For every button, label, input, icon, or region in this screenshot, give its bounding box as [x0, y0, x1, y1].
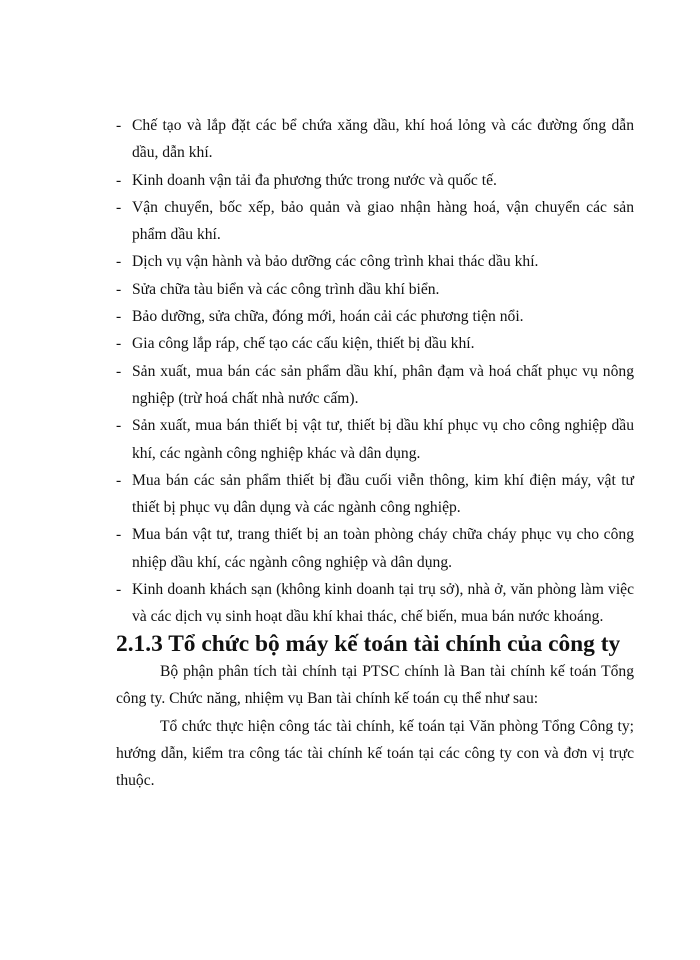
bullet-dash: - — [116, 471, 122, 489]
bullet-dash: - — [116, 117, 122, 134]
paragraph: Tổ chức thực hiện công tác tài chính, kế toán tại Văn phòng Tổng Công ty; hướng dẫn, kiểm tra công tác tài chính kế toán tại các công ty con và đơn vị trực thuộc. — [116, 717, 634, 790]
list-item-text: Chế tạo và lắp đặt các bể chứa xăng dầu, khí hoá lỏng và các đường ống dẫn dầu, dẫn khí. — [132, 117, 634, 162]
list-item-text: Kinh doanh khách sạn (không kinh doanh tại trụ sở), nhà ở, văn phòng làm việc và các dịch vụ sinh hoạt dầu khí khai thác, chế biến, mua bán nước khoáng. — [132, 581, 634, 626]
bullet-dash: - — [116, 362, 122, 380]
list-item — [116, 467, 634, 522]
list-item-text: Mua bán vật tư, trang thiết bị an toàn phòng cháy chữa cháy phục vụ cho công nhiệp dầu khí, các ngành công nghiệp và dân dụng. — [132, 526, 634, 571]
document-body — [116, 112, 634, 794]
list-item — [116, 303, 634, 330]
list-item-text: Kinh doanh vận tải đa phương thức trong nước và quốc tế. — [132, 171, 497, 189]
bullet-dash: - — [116, 417, 122, 435]
list-item — [116, 112, 634, 167]
bullet-dash: - — [116, 171, 122, 189]
list-item-text: Sản xuất, mua bán thiết bị vật tư, thiết bị dầu khí phục vụ cho công nghiệp dầu khí, các ngành công nghiệp khác và dân dụng. — [132, 417, 634, 462]
list-item — [116, 412, 634, 467]
list-item-text: Mua bán các sản phẩm thiết bị đầu cuối viễn thông, kim khí điện máy, vật tư thiết bị phục vụ dân dụng và các ngành công nghiệp. — [132, 471, 634, 517]
list-item — [116, 248, 634, 275]
list-item-text: Gia công lắp ráp, chế tạo các cấu kiện, thiết bị dầu khí. — [132, 335, 475, 353]
list-item — [116, 576, 634, 631]
list-item-text: Dịch vụ vận hành và bảo dưỡng các công trình khai thác dầu khí. — [132, 253, 539, 271]
list-item — [116, 276, 634, 303]
list-item-text: Bảo dưỡng, sửa chữa, đóng mới, hoán cải các phương tiện nổi. — [132, 308, 524, 326]
bullet-dash: - — [116, 581, 122, 599]
bullet-dash: - — [116, 253, 122, 271]
list-item — [116, 358, 634, 413]
section-heading: 2.1.3 Tổ chức bộ máy kế toán tài chính của công ty — [116, 630, 621, 657]
business-activities-list — [116, 112, 634, 631]
list-item — [116, 330, 634, 357]
list-item-text: Sửa chữa tàu biển và các công trình dầu khí biển. — [132, 280, 440, 298]
list-item — [116, 521, 634, 576]
list-item — [116, 194, 634, 249]
list-item-text: Vận chuyển, bốc xếp, bảo quản và giao nhận hàng hoá, vận chuyển các sản phẩm dầu khí. — [132, 198, 634, 244]
bullet-dash: - — [116, 308, 122, 326]
list-item-text: Sản xuất, mua bán các sản phẩm dầu khí, phân đạm và hoá chất phục vụ nông nghiệp (trừ hoá chất nhà nước cấm). — [132, 362, 634, 407]
bullet-dash: - — [116, 280, 122, 298]
paragraph: Bộ phận phân tích tài chính tại PTSC chính là Ban tài chính kế toán Tổng công ty. Chức năng, nhiệm vụ Ban tài chính kế toán cụ thể như sau: — [116, 662, 634, 708]
bullet-dash: - — [116, 526, 122, 544]
bullet-dash: - — [116, 335, 122, 353]
list-item — [116, 167, 634, 194]
bullet-dash: - — [116, 198, 122, 216]
